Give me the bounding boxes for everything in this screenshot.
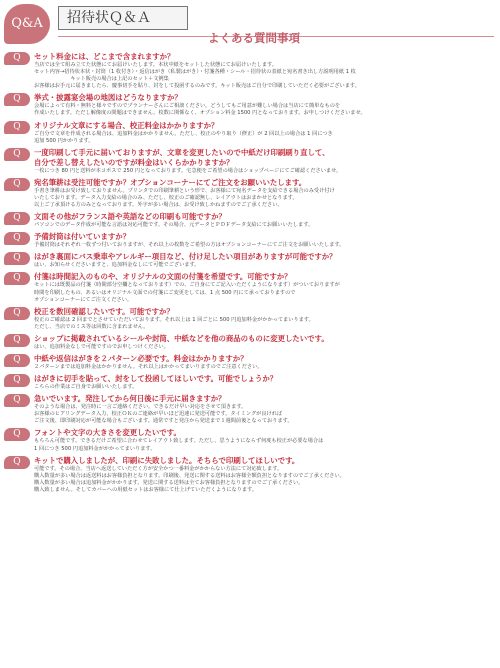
question-text: はがきに切手を貼って、封をして投函してほしいです。可能でしょうか？	[34, 374, 278, 384]
question-text: 宛名筆耕は受注可能ですか？オプションコーナーにてご注文をお願いいたします。	[34, 177, 307, 187]
qa-badge: Q&A	[4, 4, 50, 44]
qa-item	[4, 272, 496, 303]
q-icon: Q	[4, 456, 30, 469]
qa-item	[4, 178, 496, 209]
answer-text: もちろん可能です。できるだけご希望に合わせてレイアウト致します。ただし、思うようにならず何度も校正が必要な場合は 1 回につき 500 円追加料金がかかってまいります。	[34, 438, 324, 452]
question-text: 校正を数回確認したいです。可能ですか？	[34, 306, 174, 316]
q-icon: Q	[4, 212, 30, 225]
q-icon: Q	[4, 394, 30, 407]
answer-text: 会場によって有料・無料と様々ですのでプランナーさんにご相談ください。どうしてもご用意が難しい場合は当店にて簡単なものを 作成いたします。ただし解像度の問題はできません。枚数に関係なく、オプション料金 1500 円となっております。お申しつけくださいませ。	[34, 103, 366, 117]
answer-text: ご自分で文章を作成される場合は、追加料金はかかりません。ただし、校正のやり取り（修正）が 2 回以上の場合は 1 回につき 追加 500 円かかります。	[34, 130, 333, 144]
question-text: 予備封筒は付いていますか？	[34, 232, 131, 242]
question-text: 中紙や返信はがきを２パターン必要です。料金はかかりますか？	[34, 353, 248, 363]
qa-item	[4, 121, 496, 145]
q-icon: Q	[4, 121, 30, 134]
q-icon: Q	[4, 232, 30, 245]
q-icon: Q	[4, 93, 30, 106]
question-text: 一度印刷して手元に届いておりますが、文章を変更したいので中紙だけ印刷刷り直して、 自分で差し替えしたいのですが料金はいくらかかりますか？	[34, 147, 330, 167]
page-title: 招待状Ｑ＆Ａ	[58, 6, 188, 30]
qa-item	[4, 212, 496, 229]
question-text: セット料金には、どこまで含まれますか？	[34, 52, 175, 61]
qa-item	[4, 232, 496, 249]
qa-list	[4, 52, 496, 497]
answer-text: パソコンでのデータ作成が可能な言語は対応可能です。その場合、元データとＰＤＦデータ支給にてお願いいたします。	[34, 222, 314, 229]
answer-text: 当店では全て組み立てた状態にてお届けいたします。本状中紙をセットした状態にてお届けいたします。 セット内容→招待状本状・封筒（1 枚付き）・返信はがき（私製はがき）・付箋各種・シール・招待状の表紙と宛名書き出し方説明用紙 1 枚 キット販売の場合は上記のセット＋文例集 お客様はお手元に届きましたら、慶事切手を貼り、封をして投函するのみです。キット販売はご自分で印刷していただく必要がございます。	[34, 62, 360, 90]
question-text: 付箋は時間記入のものや、オリジナルの文面の付箋を希望です。可能ですか？	[34, 272, 292, 282]
page-subtitle: よくある質問事項	[208, 31, 300, 45]
question-text: 文面その他がフランス語や英語などの印刷も可能ですか？	[34, 212, 226, 222]
answer-text: 可能です。その場合、当店へ返送していただく方が安全かつ一番料金がかからない方法にて対応致します。 購入数量が多い場合は返送料はお客様負担となります。印刷後、発送に関する送料はお客様全額負担となりますのでご了承ください。 購入数量が多い場合は追加料金がかかります。発送に関する送料は全てお客様負担となりますのでご了承ください。 購入致しません。そしてカバーへの用紙セットはお客様にて仕上げていただくようになります。	[34, 465, 345, 493]
answer-text: 校正のご確認は 2 回までとさせていただいております。それ以上は 1 回ごとに 500 円追加料金がかかってまいります。 ただし、当店でのミス等は回数に含まれません。	[34, 316, 314, 330]
question-text: 挙式・披露宴会場の地図はどうなりますか？	[34, 93, 182, 103]
q-icon: Q	[4, 307, 30, 320]
answer-text: ２パターンまでは追加料金はかかりません。それ以上はかかってまいりますのでご注意ください。	[34, 363, 263, 370]
qa-item	[4, 52, 496, 90]
answer-text: 手書き筆耕はお受け致しておりません。プリンタでの印刷筆耕という形で、お客様にて宛名データを支給できる場合のみ受け付け いたしております。データ入力支給の場合のみ、ただし、校正のご確認無し、レイアウトはおまかせとなります。 以上ご了承頂ける方のみとなっております。外字が多い場合は、お受け致しかねますのでご了承ください。	[34, 187, 335, 209]
qa-item	[4, 148, 496, 175]
q-icon: Q	[4, 428, 30, 441]
qa-item	[4, 334, 496, 351]
q-icon: Q	[4, 374, 30, 387]
qa-item	[4, 252, 496, 269]
qa-item	[4, 374, 496, 391]
question-text: オリジナル文章にする場合、校正料金はかかりますか？	[34, 120, 219, 130]
question-text: キットで購入しましたが、印刷に失敗しました。そちらで印刷してほしいです。	[34, 455, 300, 465]
question-text: ショップに掲載されているシールや封筒、中紙などを他の商品のものに変更したいです。	[34, 333, 329, 343]
answer-text: こちらの作業はご自身でお願いいたします。	[34, 384, 138, 391]
answer-text: 予備封筒はそれぞれ一枚ずつ付いておりますが、それ以上の枚数をご希望の方はオプションコーナーにてご注文をお願いいたします。	[34, 242, 345, 249]
qa-item	[4, 307, 496, 331]
page-header	[0, 0, 500, 52]
q-icon: Q	[4, 354, 30, 367]
qa-item	[4, 428, 496, 452]
answer-text: そのような場合は、発注時に一言ご連絡ください。できるだけ早い対応をさせて頂きます。 お客様のヒアリングデータ入力、校正ＯＫのご連絡が早いほど迅速に発送可能です。タイミングが良ければ ご注文後、即印刷対応が可能な場合もございます。通常ですと発注から発送まで１週間前後となっております。	[34, 404, 293, 425]
question-text: フォントや文字の大きさを変更したいです。	[34, 428, 181, 438]
q-icon: Q	[4, 272, 30, 285]
q-icon: Q	[4, 52, 30, 65]
q-icon: Q	[4, 334, 30, 347]
qa-item	[4, 394, 496, 425]
qa-item	[4, 93, 496, 117]
question-text: 急いでいます。発注してから何日後に手元に届きますか？	[34, 394, 226, 404]
answer-text: 一枚につき 80 円と送料が本コポスで 250 円となっております。宅急便をご希望の場合はショップページにてご確認くださいませ。	[34, 167, 342, 174]
answer-text: はい、お知らせくださいますと、追加料金なしにて可能でございます。	[34, 262, 200, 269]
answer-text: はい、追加料金なしで可能ですのでお申しつけください。	[34, 343, 169, 350]
question-text: はがき裏面にバス乗車やアレルギー項目など、付け足したい項目がありますが可能ですか？	[34, 252, 337, 262]
q-icon: Q	[4, 178, 30, 191]
q-icon: Q	[4, 252, 30, 265]
q-icon: Q	[4, 148, 30, 161]
qa-item	[4, 456, 496, 494]
qa-item	[4, 354, 496, 371]
answer-text: セットには既製品の付箋（時間部分空欄となっております）での、ご自身にてご記入いただくようになります）がついておりますが 時間を印刷したもの、あるいはオリジナル文面での付箋にご変更をしては、1 点 500 円にて承っておりますので オプションコーナーにてご注文ください。	[34, 282, 340, 303]
